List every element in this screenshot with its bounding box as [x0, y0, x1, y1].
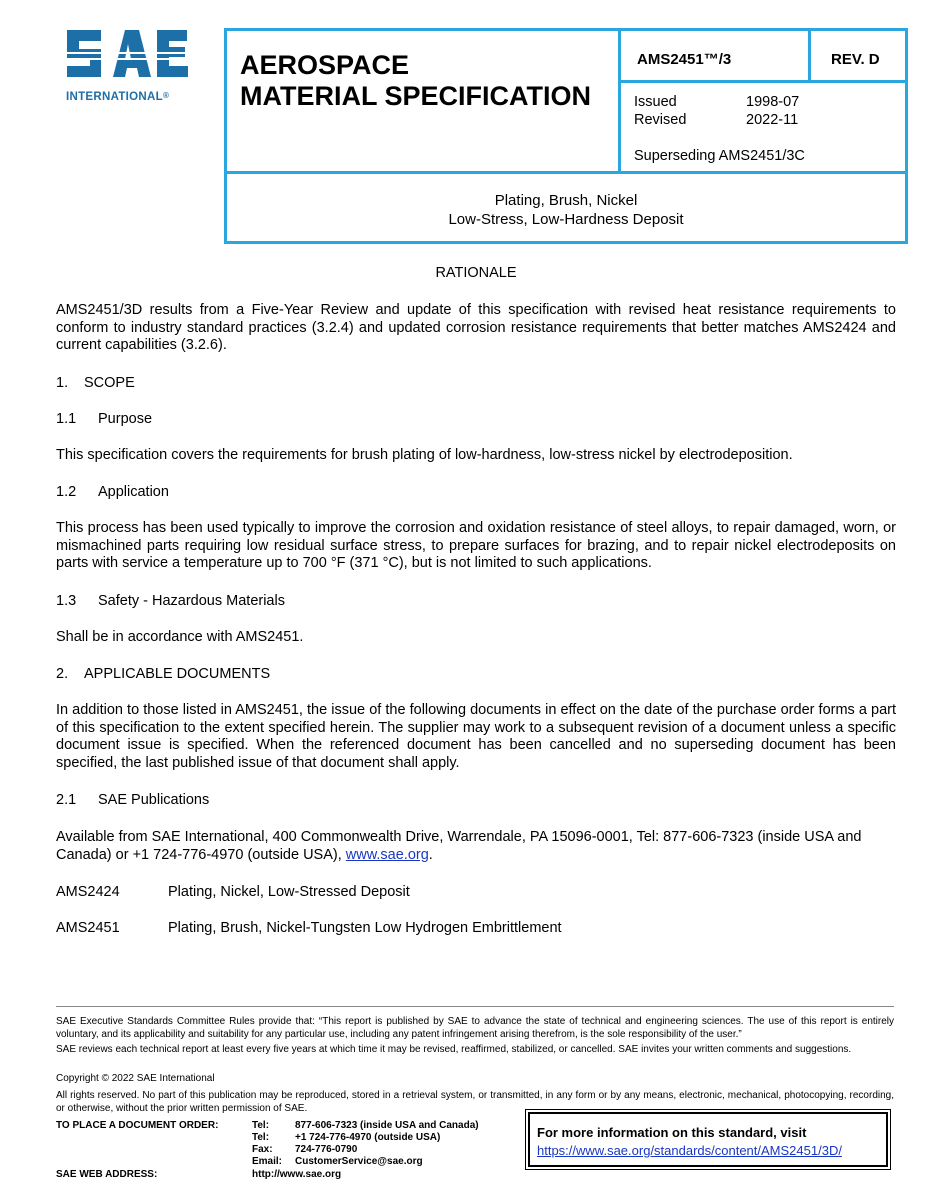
more-info-box	[525, 1109, 891, 1170]
footer-rights-text: All rights reserved. No part of this publication may be reproduced, stored in a retrieval system, or transmitted, in any form or by any means, electronic, mechanical, photocopying, recording, or otherwise, without the prior written permission of SAE.	[56, 1090, 894, 1114]
contact-label: Tel:	[252, 1132, 270, 1143]
contact-value: +1 724-776-4970 (outside USA)	[295, 1132, 441, 1143]
section-2-heading: 2. APPLICABLE DOCUMENTS	[56, 666, 271, 682]
sae-website-link[interactable]: www.sae.org	[345, 846, 429, 863]
reference-row: AMS2451 Plating, Brush, Nickel-Tungsten Low Hydrogen Embrittlement	[56, 920, 562, 936]
section-1-1-heading: 1.1 Purpose	[56, 411, 153, 427]
section-1-heading: 1. SCOPE	[56, 375, 135, 391]
footer-rules-text: SAE Executive Standards Committee Rules provide that: “This report is published by SAE to advance the state of technical and engineering sciences. The use of this report is entirely voluntary, and its applicability and suitability for any particular use, including any patent infringement arising therefrom, is the sole responsibility of the user.”	[56, 1016, 894, 1040]
revised-label: Revised	[634, 112, 687, 128]
document-subtitle: Plating, Brush, Nickel Low-Stress, Low-Hardness Deposit	[448, 192, 684, 228]
contact-value: 724-776-0790	[295, 1144, 358, 1155]
section-2-1-text: Available from SAE International, 400 Commonwealth Drive, Warrendale, PA 15096-0001, Tel: 877-606-7323 (inside USA and Canada) or +1 724-776-4970 (outside USA), www.sae.org.	[56, 829, 862, 863]
section-1-3-heading: 1.3 Safety - Hazardous Materials	[56, 593, 285, 609]
footer-copyright: Copyright © 2022 SAE International	[56, 1073, 215, 1084]
contact-label: Fax:	[252, 1144, 273, 1155]
section-1-2-heading: 1.2 Application	[56, 484, 169, 500]
revised-date: 2022-11	[746, 112, 799, 128]
standard-url-link[interactable]: https://www.sae.org/standards/content/AMS2451/3D/	[537, 1143, 842, 1158]
web-address-value[interactable]: http://www.sae.org	[252, 1169, 342, 1180]
header-box	[224, 28, 908, 244]
document-number: AMS2451™/3	[637, 51, 732, 68]
revision-label: REV. D	[831, 51, 880, 68]
spec-type-title: AEROSPACE MATERIAL SPECIFICATION	[240, 50, 591, 111]
contact-value: 877-606-7323 (inside USA and Canada)	[295, 1120, 479, 1131]
contact-value: CustomerService@sae.org	[295, 1156, 423, 1167]
section-1-3-text: Shall be in accordance with AMS2451.	[56, 629, 304, 645]
rationale-heading: RATIONALE	[435, 265, 517, 281]
rationale-text: AMS2451/3D results from a Five-Year Review and update of this specification with revised heat resistance requirements to conform to industry standard practices (3.2.4) and updated corrosion resistance requirements that better matches AMS2424 and current capabilities (3.2.6).	[56, 302, 896, 353]
contact-label: Tel:	[252, 1120, 270, 1131]
footer-divider	[56, 1006, 894, 1007]
issued-label: Issued	[634, 94, 677, 110]
section-1-1-text: This specification covers the requirements for brush plating of low-hardness, low-stress nickel by electrodeposition.	[56, 447, 793, 463]
order-label: TO PLACE A DOCUMENT ORDER:	[56, 1120, 219, 1131]
section-1-2-text: This process has been used typically to improve the corrosion and oxidation resistance of steel alloys, to repair damaged, worn, or mismachined parts requiring low residual surface stress, to prepare surfaces for brazing, and to repair nickel electrodeposits on parts with service a temperature up to 700 °F (371 °C), but is not limited to such applications.	[56, 520, 896, 571]
more-info-title: For more information on this standard, visit	[537, 1125, 807, 1140]
footer-review-text: SAE reviews each technical report at least every five years at which time it may be revised, reaffirmed, stabilized, or cancelled. SAE invites your written comments and suggestions.	[56, 1044, 852, 1055]
section-2-1-heading: 2.1 SAE Publications	[56, 792, 210, 808]
contact-label: Email:	[252, 1156, 283, 1167]
issued-date: 1998-07	[746, 94, 800, 110]
reference-row: AMS2424 Plating, Nickel, Low-Stressed Deposit	[56, 884, 410, 900]
web-address-label: SAE WEB ADDRESS:	[56, 1169, 158, 1180]
section-2-text: In addition to those listed in AMS2451, the issue of the following documents in effect on the date of the purchase order forms a part of this specification to the extent specified herein. The supplier may work to a subsequent revision of a document unless a specific document issue is specified. When the referenced document has been cancelled and no superseding document has been specified, the last published issue of that document shall apply.	[56, 702, 896, 771]
superseding-note: Superseding AMS2451/3C	[634, 148, 805, 164]
logo-subtitle: INTERNATIONAL®	[66, 91, 170, 103]
